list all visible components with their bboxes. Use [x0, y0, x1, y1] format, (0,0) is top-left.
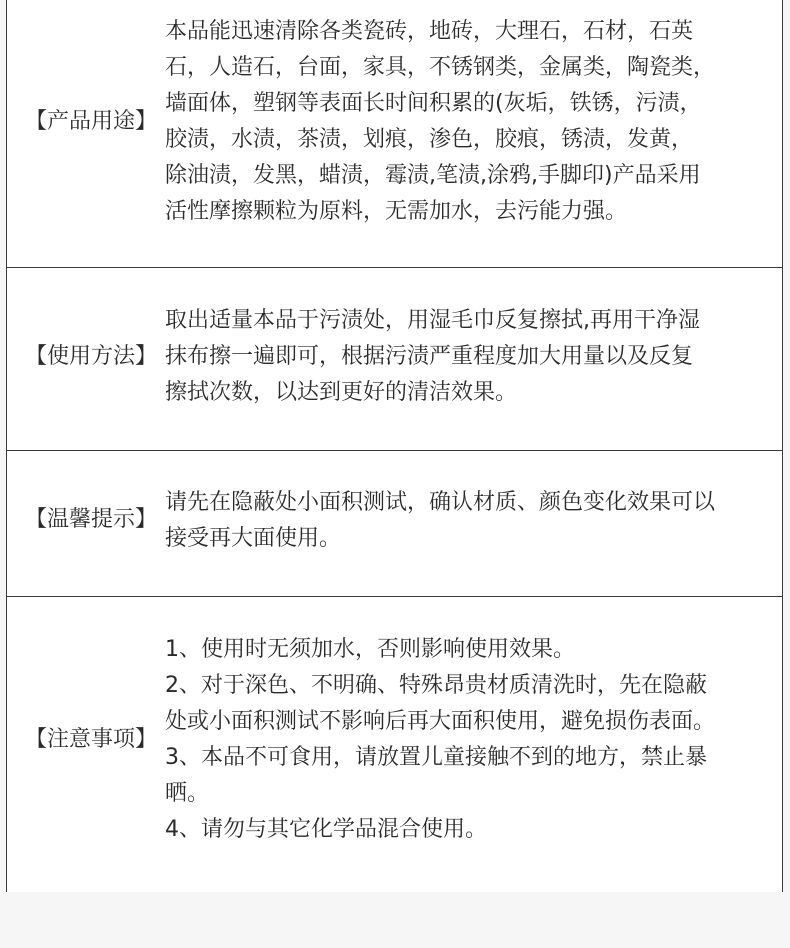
- content-line: 1、使用时无须加水，否则影响使用效果。: [165, 637, 575, 662]
- section-label: 【注意事项】: [25, 727, 158, 752]
- section-precautions: [7, 597, 782, 892]
- section-content: [165, 303, 769, 411]
- section-usage-method: [7, 268, 782, 451]
- section-label: 【使用方法】: [25, 344, 158, 369]
- content-line: 处或小面积测试不影响后再大面积使用，避免损伤表面。: [165, 709, 716, 734]
- instruction-table: [6, 0, 783, 892]
- content-line: 除油渍，发黑，蜡渍，霉渍,笔渍,涂鸦,手脚印)产品采用: [165, 163, 701, 188]
- content-line: 3、本品不可食用，请放置儿童接触不到的地方，禁止暴: [165, 745, 707, 770]
- content-line: 取出适量本品于污渍处，用湿毛巾反复擦拭,再用干净湿: [165, 308, 700, 333]
- content-line: 2、对于深色、不明确、特殊昂贵材质清洗时，先在隐蔽: [165, 673, 707, 698]
- section-friendly-tips: [7, 451, 782, 597]
- content-line: 胶渍，水渍，茶渍，划痕，渗色，胶痕，锈渍，发黄，: [165, 127, 694, 152]
- section-content: [165, 485, 769, 557]
- content-line: 石，人造石，台面，家具，不锈钢类，金属类，陶瓷类，: [165, 55, 716, 80]
- content-line: 抹布擦一遍即可，根据污渍严重程度加大用量以及反复: [165, 344, 694, 369]
- section-label: 【温馨提示】: [25, 507, 158, 532]
- content-line: 擦拭次数，以达到更好的清洁效果。: [165, 380, 518, 405]
- content-line: 本品能迅速清除各类瓷砖，地砖，大理石，石材，石英: [165, 19, 694, 44]
- content-line: 4、请勿与其它化学品混合使用。: [165, 817, 487, 842]
- content-line: 接受再大面使用。: [165, 526, 342, 551]
- content-line: 请先在隐蔽处小面积测试，确认材质、颜色变化效果可以: [165, 490, 716, 515]
- section-product-usage: [7, 0, 782, 268]
- content-line: 晒。: [165, 781, 210, 806]
- section-content: [165, 14, 769, 230]
- section-content: [165, 632, 769, 848]
- section-label: 【产品用途】: [25, 109, 158, 134]
- content-line: 墙面体，塑钢等表面长时间积累的(灰垢，铁锈，污渍，: [165, 91, 702, 116]
- content-line: 活性摩擦颗粒为原料，无需加水，去污能力强。: [165, 199, 628, 224]
